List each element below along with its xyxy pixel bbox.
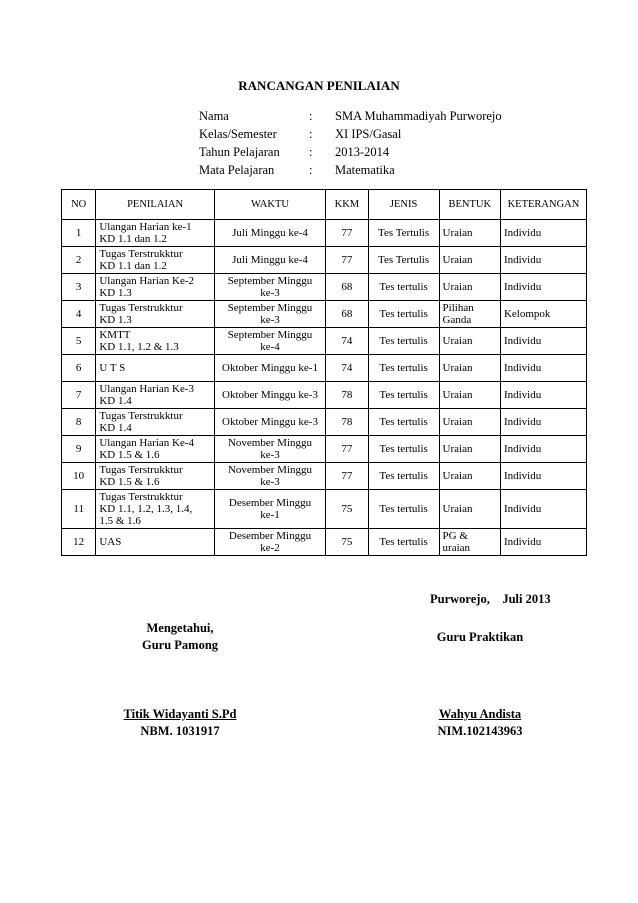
left-signer-name: Titik Widayanti S.Pd <box>123 707 237 721</box>
info-row <box>199 145 502 163</box>
info-label: Kelas/Semester <box>199 127 277 141</box>
keterangan-cell: Individu <box>500 463 586 490</box>
waktu-cell-line: Juli Minggu ke-4 <box>232 254 308 266</box>
row-no: 9 <box>62 436 96 463</box>
jenis-cell: Tes tertulis <box>368 409 439 436</box>
penilaian-cell <box>96 220 215 247</box>
right-signer-id: NIM.102143963 <box>437 724 523 738</box>
jenis-cell: Tes tertulis <box>368 436 439 463</box>
document-title: RANCANGAN PENILAIAN <box>238 78 400 93</box>
penilaian-cell <box>96 328 215 355</box>
row-no: 7 <box>62 382 96 409</box>
table-row <box>62 301 587 328</box>
bentuk-cell-line: PG & <box>442 530 468 542</box>
keterangan-cell: Individu <box>500 355 586 382</box>
waktu-cell-line: ke-1 <box>260 509 280 521</box>
kkm-cell: 75 <box>326 490 369 529</box>
left-signer-id: NBM. 1031917 <box>140 724 220 738</box>
info-value: Matematika <box>335 163 395 177</box>
table-row <box>62 436 587 463</box>
bentuk-cell <box>439 490 500 529</box>
penilaian-cell-line: Tugas Terstrukktur <box>99 302 183 314</box>
jenis-cell: Tes tertulis <box>368 274 439 301</box>
info-colon: : <box>309 127 313 141</box>
bentuk-cell-line: Uraian <box>442 503 473 515</box>
bentuk-cell-line: Uraian <box>442 443 473 455</box>
table-row <box>62 529 587 556</box>
bentuk-cell-line: Uraian <box>442 335 473 347</box>
bentuk-cell-line: Ganda <box>442 314 472 326</box>
penilaian-cell-line: Ulangan Harian Ke-4 <box>99 437 195 449</box>
keterangan-cell: Individu <box>500 247 586 274</box>
left-signer-block <box>95 706 265 740</box>
penilaian-cell-line: KMTT <box>99 329 131 341</box>
info-colon: : <box>309 145 313 159</box>
waktu-cell <box>214 274 325 301</box>
waktu-cell-line: ke-3 <box>260 287 280 299</box>
row-no: 11 <box>62 490 96 529</box>
bentuk-cell <box>439 382 500 409</box>
table-row <box>62 490 587 529</box>
waktu-cell-line: Desember Minggu <box>228 530 312 542</box>
penilaian-cell-line: KD 1.3 <box>99 287 132 299</box>
info-row <box>199 163 502 181</box>
waktu-cell-line: September Minggu <box>227 329 313 341</box>
info-row <box>199 127 502 145</box>
bentuk-cell <box>439 274 500 301</box>
penilaian-cell <box>96 274 215 301</box>
keterangan-cell: Individu <box>500 529 586 556</box>
kkm-cell: 78 <box>326 409 369 436</box>
penilaian-cell-line: KD 1.4 <box>99 422 132 434</box>
bentuk-cell-line: Uraian <box>442 470 473 482</box>
keterangan-cell: Kelompok <box>500 301 586 328</box>
table-header-row <box>62 190 587 220</box>
waktu-cell-line: ke-3 <box>260 476 280 488</box>
penilaian-cell-line: KD 1.1 dan 1.2 <box>99 260 167 272</box>
table-row <box>62 409 587 436</box>
table-row <box>62 382 587 409</box>
waktu-cell-line: ke-4 <box>260 341 280 353</box>
waktu-cell <box>214 328 325 355</box>
waktu-cell <box>214 490 325 529</box>
right-signer-block <box>400 706 560 740</box>
info-value: 2013-2014 <box>335 145 390 159</box>
keterangan-cell: Individu <box>500 490 586 529</box>
penilaian-cell-line: 1.5 & 1.6 <box>99 515 141 527</box>
table-row <box>62 220 587 247</box>
waktu-cell <box>214 301 325 328</box>
penilaian-cell <box>96 355 215 382</box>
kkm-cell: 78 <box>326 382 369 409</box>
penilaian-cell <box>96 247 215 274</box>
column-header: KETERANGAN <box>500 190 586 220</box>
keterangan-cell: Individu <box>500 382 586 409</box>
penilaian-cell-line: Tugas Terstrukktur <box>99 248 183 260</box>
penilaian-cell <box>96 463 215 490</box>
penilaian-cell-line: Tugas Terstrukktur <box>99 491 183 503</box>
penilaian-cell-line: U T S <box>99 362 126 374</box>
table-row <box>62 274 587 301</box>
penilaian-cell <box>96 382 215 409</box>
waktu-cell <box>214 355 325 382</box>
info-label: Tahun Pelajaran <box>199 145 280 159</box>
jenis-cell: Tes tertulis <box>368 463 439 490</box>
table-row <box>62 247 587 274</box>
bentuk-cell-line: Pilihan <box>442 302 474 314</box>
kkm-cell: 77 <box>326 463 369 490</box>
row-no: 3 <box>62 274 96 301</box>
right-role: Guru Praktikan <box>436 630 524 644</box>
bentuk-cell <box>439 409 500 436</box>
row-no: 5 <box>62 328 96 355</box>
bentuk-cell <box>439 328 500 355</box>
info-value: SMA Muhammadiyah Purworejo <box>335 109 502 123</box>
jenis-cell: Tes tertulis <box>368 301 439 328</box>
left-role: Guru Pamong <box>141 638 219 652</box>
jenis-cell: Tes Tertulis <box>368 247 439 274</box>
penilaian-cell <box>96 490 215 529</box>
acknowledged-label: Mengetahui, <box>146 621 214 635</box>
jenis-cell: Tes tertulis <box>368 490 439 529</box>
row-no: 2 <box>62 247 96 274</box>
kkm-cell: 68 <box>326 274 369 301</box>
kkm-cell: 75 <box>326 529 369 556</box>
penilaian-cell-line: Ulangan Harian ke-1 <box>99 221 192 233</box>
left-signature-block <box>110 620 250 654</box>
bentuk-cell <box>439 529 500 556</box>
keterangan-cell: Individu <box>500 409 586 436</box>
jenis-cell: Tes tertulis <box>368 328 439 355</box>
penilaian-cell-line: KD 1.3 <box>99 314 132 326</box>
bentuk-cell <box>439 247 500 274</box>
bentuk-cell-line: Uraian <box>442 281 473 293</box>
waktu-cell <box>214 463 325 490</box>
jenis-cell: Tes tertulis <box>368 382 439 409</box>
info-colon: : <box>309 109 313 123</box>
bentuk-cell <box>439 355 500 382</box>
penilaian-cell <box>96 529 215 556</box>
column-header: WAKTU <box>214 190 325 220</box>
jenis-cell: Tes tertulis <box>368 355 439 382</box>
column-header: JENIS <box>368 190 439 220</box>
penilaian-cell-line: KD 1.5 & 1.6 <box>99 449 160 461</box>
penilaian-cell-line: KD 1.1, 1.2, 1.3, 1.4, <box>99 503 193 515</box>
waktu-cell <box>214 247 325 274</box>
penilaian-cell-line: Ulangan Harian Ke-2 <box>99 275 195 287</box>
info-colon: : <box>309 163 313 177</box>
kkm-cell: 77 <box>326 436 369 463</box>
penilaian-cell-line: KD 1.1 dan 1.2 <box>99 233 167 245</box>
penilaian-cell-line: Ulangan Harian Ke-3 <box>99 383 195 395</box>
keterangan-cell: Individu <box>500 220 586 247</box>
bentuk-cell-line: Uraian <box>442 389 473 401</box>
penilaian-cell <box>96 436 215 463</box>
penilaian-cell-line: KD 1.1, 1.2 & 1.3 <box>99 341 179 353</box>
jenis-cell: Tes tertulis <box>368 529 439 556</box>
keterangan-cell: Individu <box>500 436 586 463</box>
info-label: Nama <box>199 109 229 123</box>
waktu-cell-line: November Minggu <box>227 464 312 476</box>
waktu-cell-line: September Minggu <box>227 275 313 287</box>
penilaian-cell-line: KD 1.4 <box>99 395 132 407</box>
waktu-cell <box>214 436 325 463</box>
waktu-cell-line: November Minggu <box>227 437 312 449</box>
bentuk-cell-line: Uraian <box>442 416 473 428</box>
bentuk-cell-line: Uraian <box>442 227 473 239</box>
info-row <box>199 109 502 127</box>
bentuk-cell <box>439 463 500 490</box>
column-header: PENILAIAN <box>96 190 215 220</box>
bentuk-cell <box>439 220 500 247</box>
bentuk-cell <box>439 301 500 328</box>
column-header: BENTUK <box>439 190 500 220</box>
bentuk-cell <box>439 436 500 463</box>
waktu-cell-line: Oktober Minggu ke-1 <box>222 362 318 374</box>
waktu-cell <box>214 409 325 436</box>
waktu-cell-line: ke-3 <box>260 449 280 461</box>
table-row <box>62 328 587 355</box>
bentuk-cell-line: Uraian <box>442 362 473 374</box>
bentuk-cell-line: uraian <box>442 542 471 554</box>
row-no: 8 <box>62 409 96 436</box>
penilaian-cell-line: Tugas Terstrukktur <box>99 410 183 422</box>
penilaian-cell-line: Tugas Terstrukktur <box>99 464 183 476</box>
assessment-table <box>61 189 587 556</box>
waktu-cell-line: ke-3 <box>260 314 280 326</box>
kkm-cell: 68 <box>326 301 369 328</box>
waktu-cell <box>214 529 325 556</box>
place-date: Purworejo, Juli 2013 <box>430 592 551 606</box>
table-row <box>62 463 587 490</box>
waktu-cell-line: September Minggu <box>227 302 313 314</box>
waktu-cell-line: ke-2 <box>260 542 280 554</box>
row-no: 10 <box>62 463 96 490</box>
bentuk-cell-line: Uraian <box>442 254 473 266</box>
keterangan-cell: Individu <box>500 274 586 301</box>
table-row <box>62 355 587 382</box>
waktu-cell <box>214 382 325 409</box>
kkm-cell: 74 <box>326 355 369 382</box>
waktu-cell <box>214 220 325 247</box>
column-header: KKM <box>326 190 369 220</box>
kkm-cell: 77 <box>326 247 369 274</box>
info-label: Mata Pelajaran <box>199 163 275 177</box>
penilaian-cell-line: KD 1.5 & 1.6 <box>99 476 160 488</box>
penilaian-cell-line: UAS <box>99 536 122 548</box>
info-value: XI IPS/Gasal <box>335 127 402 141</box>
row-no: 12 <box>62 529 96 556</box>
penilaian-cell <box>96 301 215 328</box>
row-no: 6 <box>62 355 96 382</box>
kkm-cell: 77 <box>326 220 369 247</box>
row-no: 4 <box>62 301 96 328</box>
waktu-cell-line: Oktober Minggu ke-3 <box>222 389 318 401</box>
waktu-cell-line: Juli Minggu ke-4 <box>232 227 308 239</box>
row-no: 1 <box>62 220 96 247</box>
waktu-cell-line: Oktober Minggu ke-3 <box>222 416 318 428</box>
jenis-cell: Tes Tertulis <box>368 220 439 247</box>
kkm-cell: 74 <box>326 328 369 355</box>
right-signer-name: Wahyu Andista <box>438 707 522 721</box>
penilaian-cell <box>96 409 215 436</box>
keterangan-cell: Individu <box>500 328 586 355</box>
info-block <box>199 109 502 181</box>
column-header: NO <box>62 190 96 220</box>
waktu-cell-line: Desember Minggu <box>228 497 312 509</box>
